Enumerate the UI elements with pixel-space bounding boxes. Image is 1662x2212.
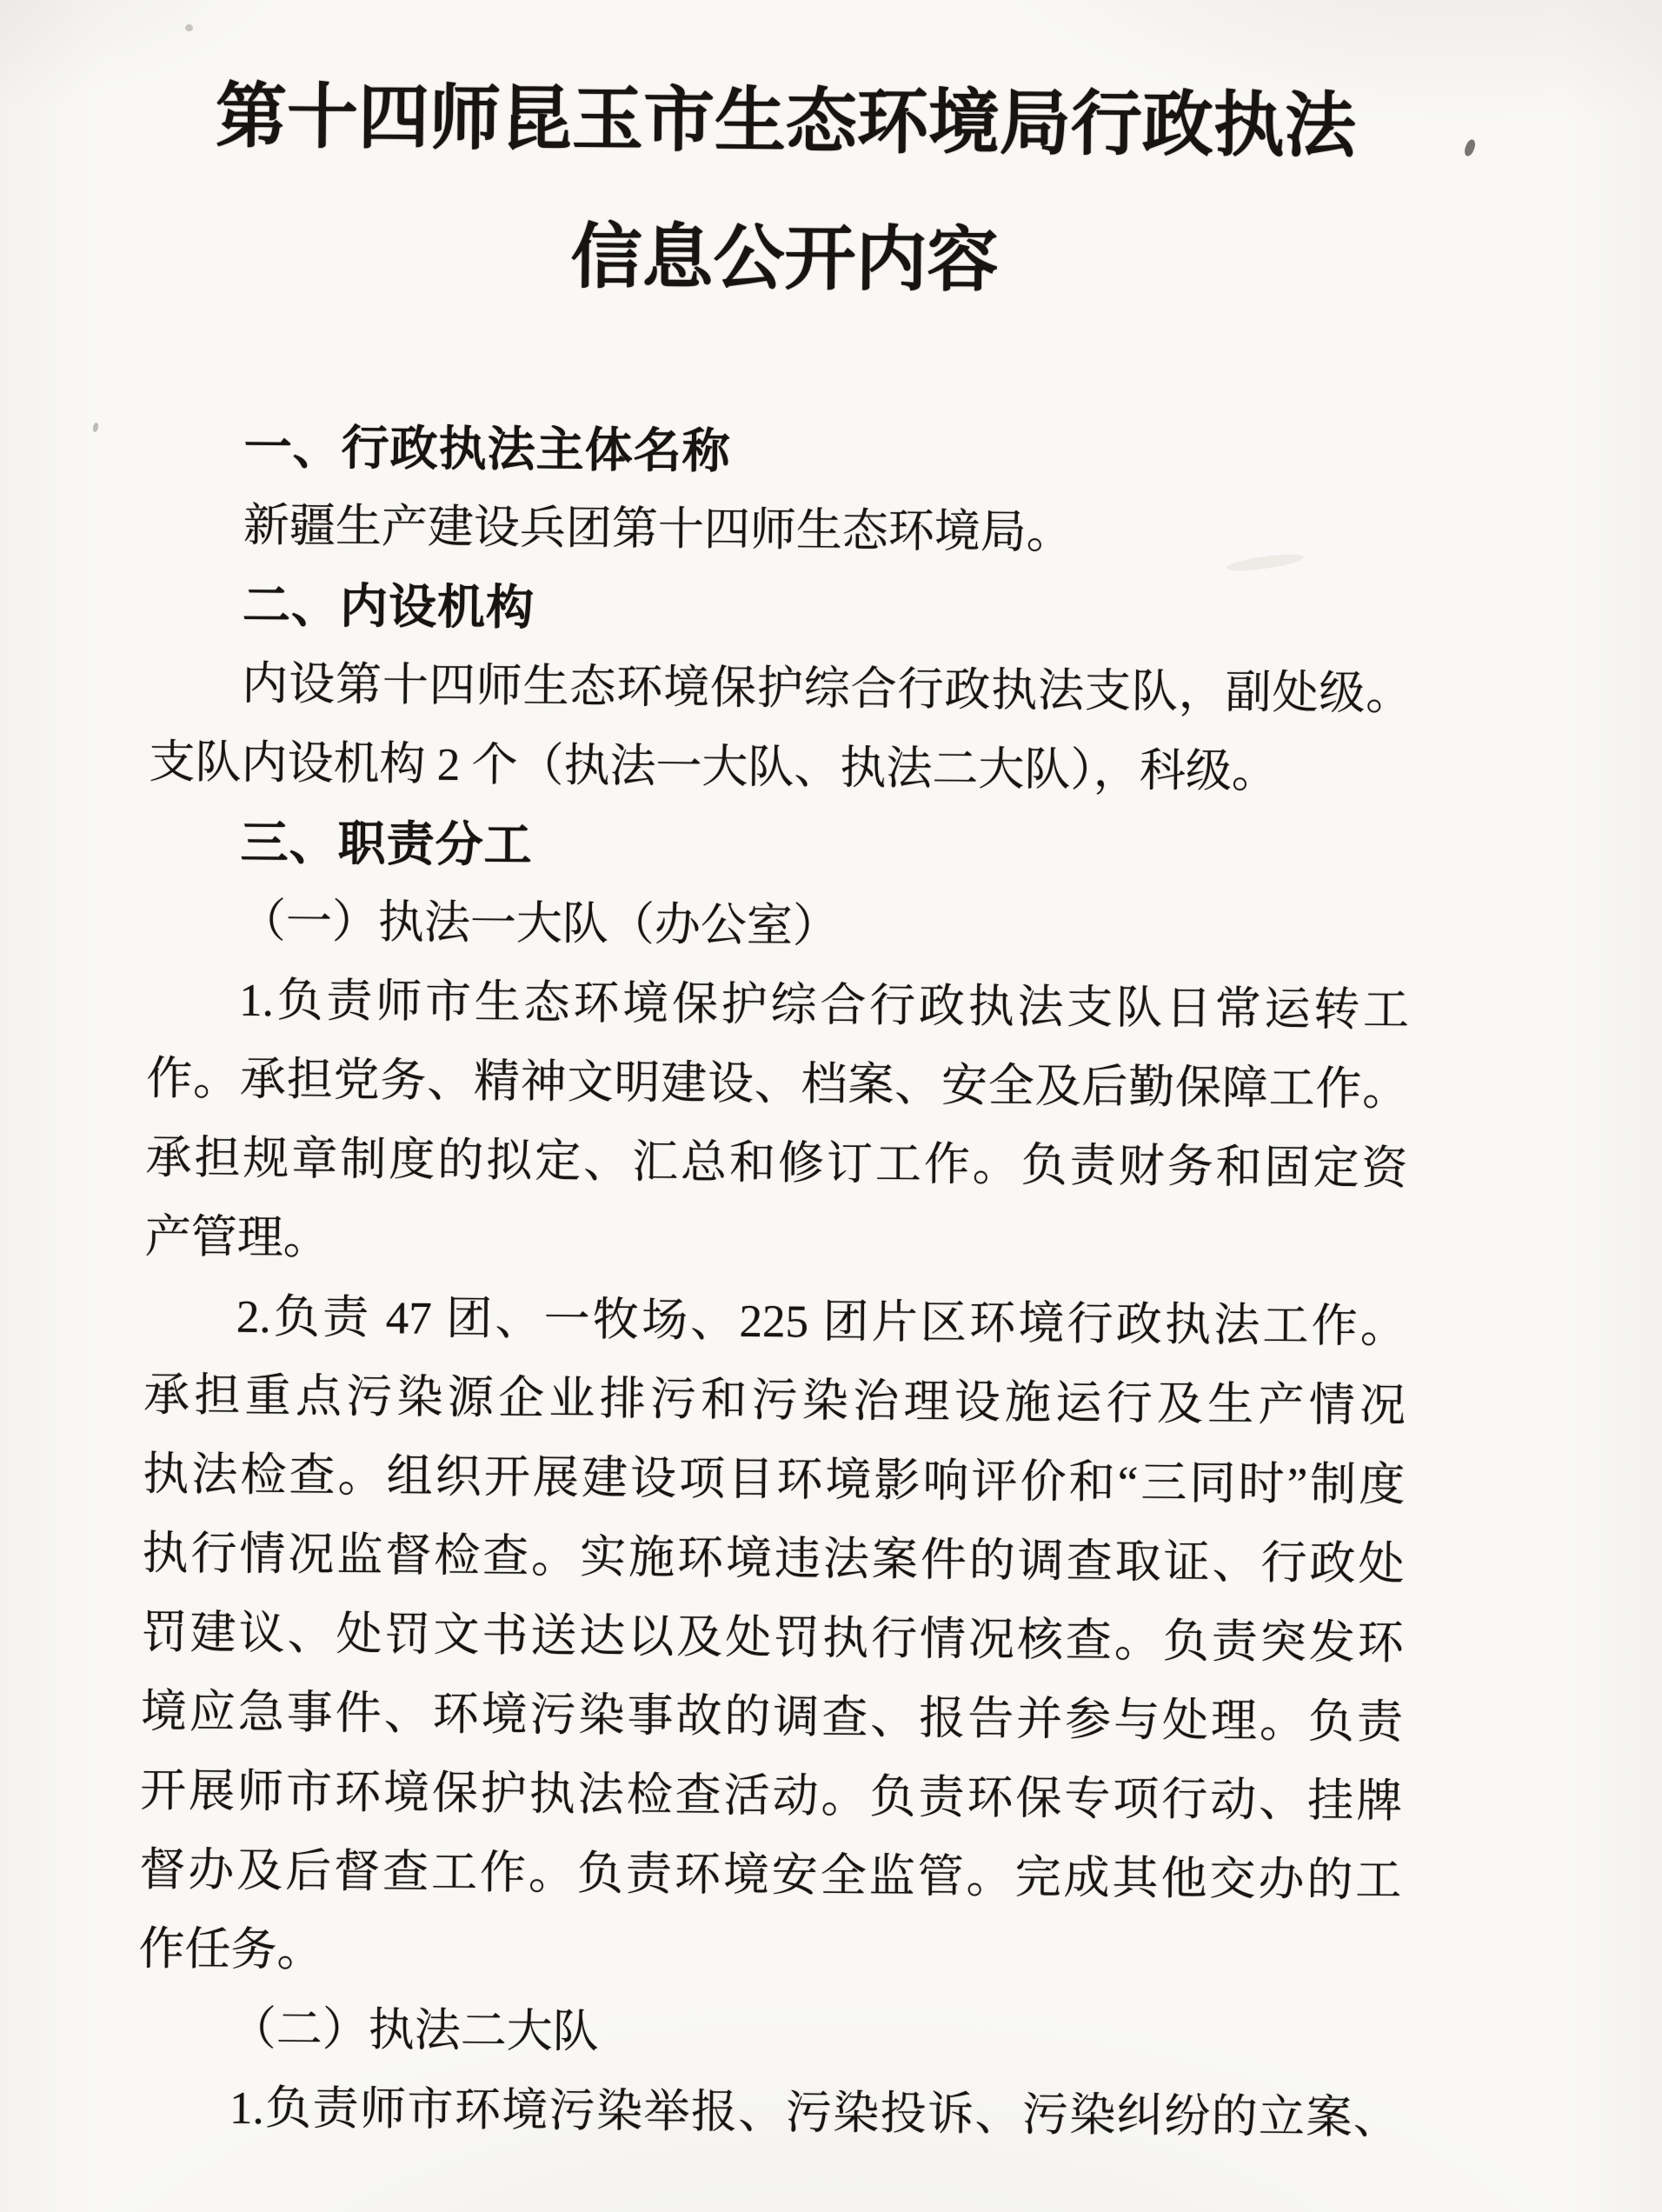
doc-line: 作任务。	[138, 1923, 323, 1976]
doc-line: 1.负责师市生态环境保护综合行政执法支队日常运转工	[238, 975, 1410, 1036]
doc-line: （二）执法二大队	[229, 2003, 600, 2058]
doc-line: 三、职责分工	[240, 815, 533, 872]
document-content	[137, 0, 1418, 2158]
doc-line: 2.负责 47 团、一牧场、225 团片区环境行政执法工作。	[236, 1291, 1407, 1353]
document-title	[153, 0, 1418, 334]
doc-line: 执法检查。组织开展建设项目环境影响评价和“三同时”制度	[143, 1449, 1406, 1511]
doc-line: 境应急事件、环境污染事故的调查、报告并参与处理。负责	[140, 1686, 1404, 1749]
doc-line: （一）执法一大队（办公室）	[239, 896, 840, 952]
doc-line: 1.负责师市环境污染举报、污染投诉、污染纠纷的立案、	[229, 2082, 1400, 2144]
doc-line: 承担重点污染源企业排污和污染治理设施运行及生产情况	[143, 1369, 1406, 1432]
doc-line: 罚建议、处罚文书送达以及处罚执行情况核查。负责突发环	[141, 1607, 1404, 1669]
doc-line: 督办及后督查工作。负责环境安全监管。完成其他交办的工	[139, 1844, 1402, 1907]
doc-line: 开展师市环境保护执法检查活动。负责环保专项行动、挂牌	[139, 1765, 1403, 1828]
doc-line: 内设第十四师生态环境保护综合行政执法支队，副处级。	[242, 658, 1413, 720]
doc-line: 承担规章制度的拟定、汇总和修订工作。负责财务和固定资	[145, 1132, 1408, 1195]
doc-line: 新疆生产建设兵团第十四师生态环境局。	[243, 500, 1074, 559]
doc-line: 产管理。	[144, 1211, 329, 1264]
doc-line: 二、内设机构	[242, 577, 535, 635]
document-title-line-1: 第十四师昆玉市生态环境局行政执法	[215, 77, 1357, 166]
doc-line: 执行情况监督检查。实施环境违法案件的调查取证、行政处	[142, 1528, 1405, 1590]
document-body	[137, 407, 1414, 2159]
doc-line: 作。承担党务、精神文明建设、档案、安全及后勤保障工作。	[146, 1053, 1409, 1116]
document-title-line-2: 信息公开内容	[570, 217, 999, 301]
doc-line: 支队内设机构 2 个（执法一大队、执法二大队），科级。	[149, 736, 1279, 798]
doc-line: 一、行政执法主体名称	[243, 419, 731, 478]
